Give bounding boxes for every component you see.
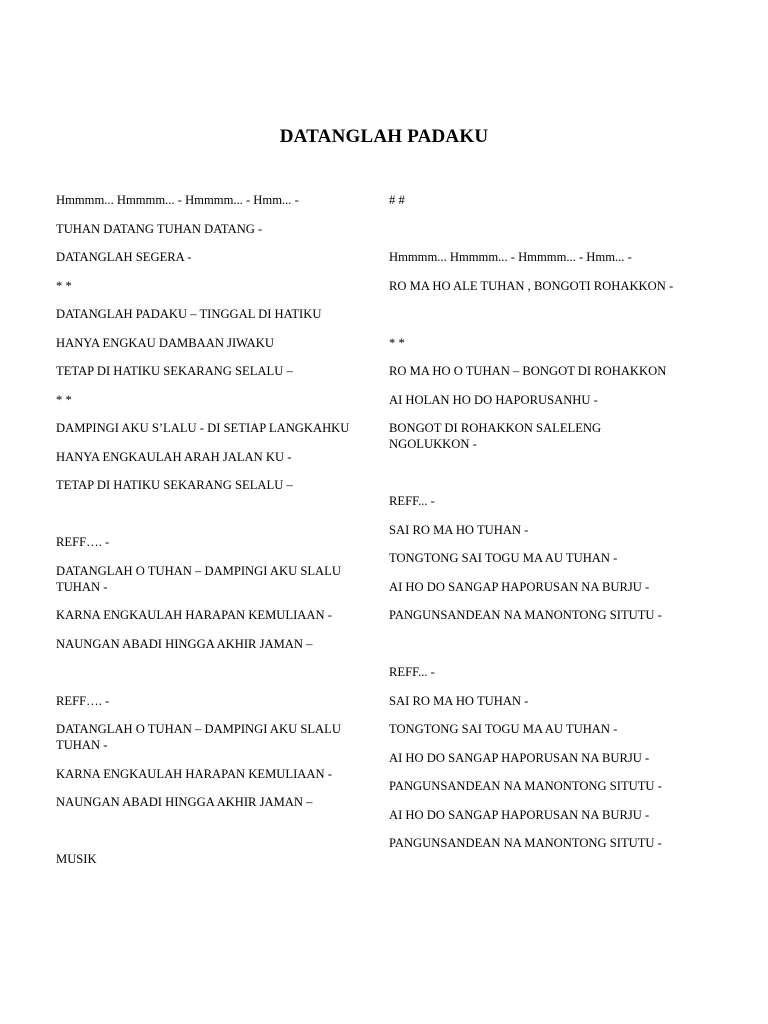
lyric-line: SAI RO MA HO TUHAN -: [389, 522, 529, 537]
lyric-line: NAUNGAN ABADI HINGGA AKHIR JAMAN –: [56, 636, 313, 651]
lyric-line: TONGTONG SAI TOGU MA AU TUHAN -: [389, 551, 618, 565]
lyric-line: PANGUNSANDEAN NA MANONTONG SITUTU -: [389, 779, 662, 793]
lyric-line: BONGOT DI ROHAKKON SALELENG NGOLUKKON -: [389, 421, 602, 451]
lyric-line: AI HO DO SANGAP HAPORUSAN NA BURJU -: [389, 807, 650, 822]
lyric-line: Hmmmm... Hmmmm... - Hmmmm... - Hmm... -: [389, 250, 632, 264]
right-lyrics-column: [389, 192, 679, 864]
lyric-line: PANGUNSANDEAN NA MANONTONG SITUTU -: [389, 836, 662, 850]
lyric-line: HANYA ENGKAULAH ARAH JALAN KU -: [56, 449, 292, 464]
refrain-label: REFF…. -: [56, 693, 110, 708]
chorus-marker: * *: [56, 392, 72, 407]
lyric-line: Hmmmm... Hmmmm... - Hmmmm... - Hmm... -: [56, 193, 299, 207]
lyric-line: TONGTONG SAI TOGU MA AU TUHAN -: [389, 722, 618, 736]
refrain-label: REFF…. -: [56, 535, 110, 549]
music-label: MUSIK: [56, 852, 97, 866]
lyric-line: DATANGLAH O TUHAN – DAMPINGI AKU SLALU TUHAN -: [56, 722, 341, 752]
lyric-line: TETAP DI HATIKU SEKARANG SELALU –: [56, 364, 293, 378]
chorus-marker: * *: [56, 278, 72, 293]
lyric-line: RO MA HO O TUHAN – BONGOT DI ROHAKKON: [389, 364, 667, 378]
lyric-line: KARNA ENGKAULAH HARAPAN KEMULIAAN -: [56, 766, 332, 781]
lyric-line: DATANGLAH O TUHAN – DAMPINGI AKU SLALU TUHAN -: [56, 563, 341, 594]
lyric-line: AI HOLAN HO DO HAPORUSANHU -: [389, 392, 598, 407]
chorus-marker: * *: [389, 335, 405, 350]
section-marker: # #: [389, 193, 405, 207]
lyric-line: TETAP DI HATIKU SEKARANG SELALU –: [56, 478, 293, 492]
lyric-line: TUHAN DATANG TUHAN DATANG -: [56, 221, 263, 236]
lyric-line: DATANGLAH PADAKU – TINGGAL DI HATIKU: [56, 307, 322, 321]
lyric-line: KARNA ENGKAULAH HARAPAN KEMULIAAN -: [56, 608, 332, 622]
lyric-line: NAUNGAN ABADI HINGGA AKHIR JAMAN –: [56, 795, 313, 809]
lyric-line: AI HO DO SANGAP HAPORUSAN NA BURJU -: [389, 750, 650, 765]
lyric-line: PANGUNSANDEAN NA MANONTONG SITUTU -: [389, 608, 662, 622]
lyric-line: DATANGLAH SEGERA -: [56, 250, 192, 264]
page-title: DATANGLAH PADAKU: [279, 126, 489, 147]
lyric-line: HANYA ENGKAU DAMBAAN JIWAKU: [56, 335, 274, 350]
lyric-line: SAI RO MA HO TUHAN -: [389, 693, 529, 708]
lyric-line: AI HO DO SANGAP HAPORUSAN NA BURJU -: [389, 579, 650, 594]
lyric-line: DAMPINGI AKU S’LALU - DI SETIAP LANGKAHKU: [56, 421, 350, 435]
lyric-line: RO MA HO ALE TUHAN , BONGOTI ROHAKKON -: [389, 278, 674, 293]
refrain-label: REFF... -: [389, 665, 435, 679]
refrain-label: REFF... -: [389, 494, 435, 508]
left-lyrics-column: [56, 192, 352, 880]
